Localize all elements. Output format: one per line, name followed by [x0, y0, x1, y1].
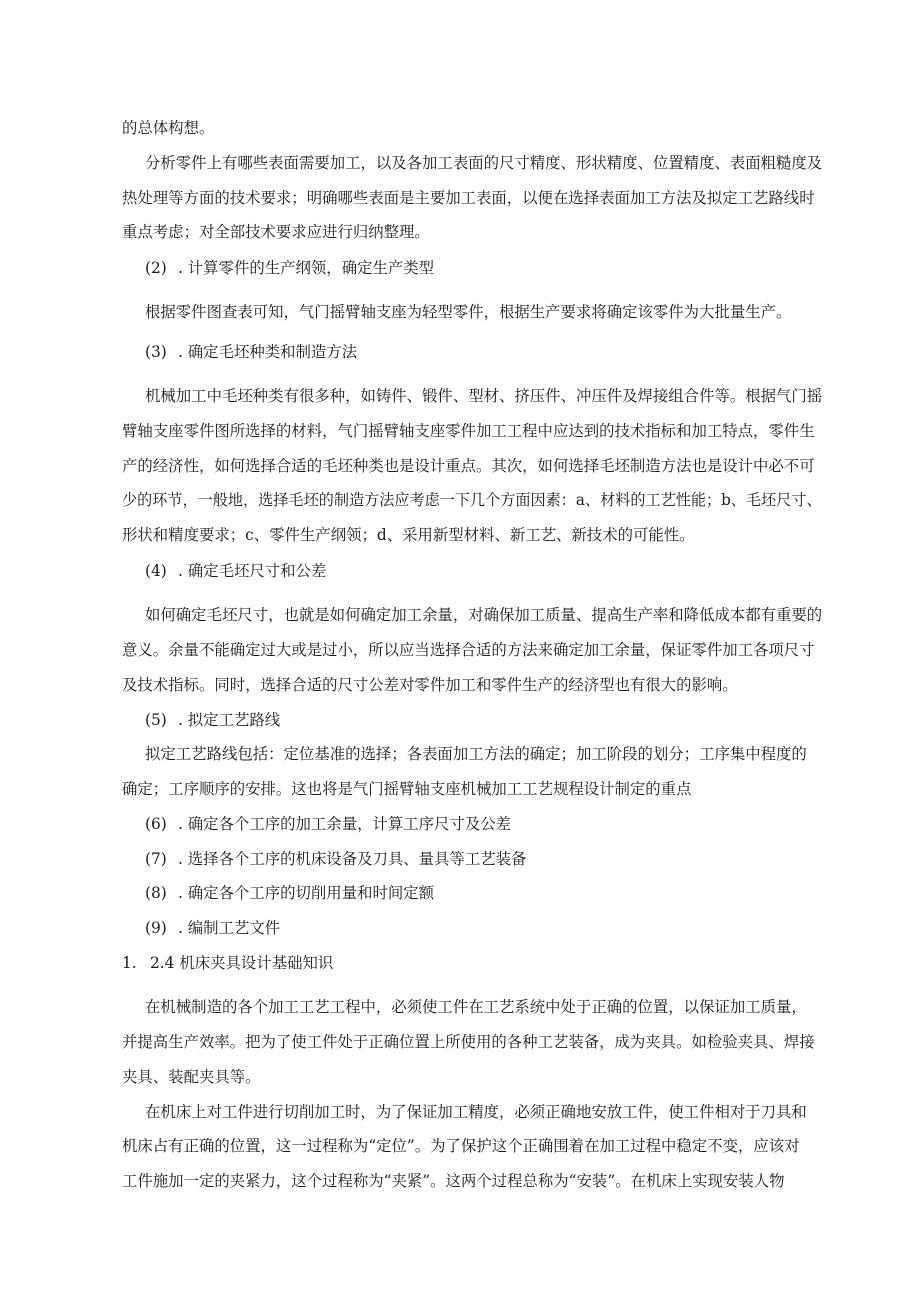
list-number: (2): [145, 259, 167, 277]
text-line: 臂轴支座零件图所选择的材料，气门摇臂轴支座零件加工工程中应达到的技术指标和加工特点，零件生: [122, 422, 815, 440]
text-line: 在机床上对工件进行切削加工时，为了保证加工精度，必须正确地安放工件，使工件相对于刀具和: [145, 1103, 807, 1121]
list-item-text: . 确定毛坯种类和制造方法: [178, 343, 358, 361]
text-line: 分析零件上有哪些表面需要加工，以及各加工表面的尺寸精度、形状精度、位置精度、表面粗糙度及: [145, 154, 823, 172]
list-item-text: . 确定毛坯尺寸和公差: [178, 562, 327, 580]
text-line: 在机械制造的各个加工工艺工程中，必须使工件在工艺系统中处于正确的位置，以保证加工质量，: [145, 998, 807, 1016]
list-number: (9): [145, 919, 167, 937]
list-number: (8): [145, 884, 167, 902]
text-line: 如何确定毛坯尺寸，也就是如何确定加工余量，对确保加工质量、提高生产率和降低成本都有重要的: [145, 606, 823, 624]
text-line: 根据零件图查表可知，气门摇臂轴支座为轻型零件，根据生产要求将确定该零件为大批量生产。: [145, 303, 792, 321]
section-number: 1.: [122, 954, 137, 972]
list-number: (3): [145, 343, 167, 361]
section-title: 2.4 机床夹具设计基础知识: [150, 954, 334, 972]
text-line: 热处理等方面的技术要求；明确哪些表面是主要加工表面，以便在选择表面加工方法及拟定工艺路线时: [122, 189, 815, 207]
text-line: 机械加工中毛坯种类有很多种，如铸件、锻件、型材、挤压件、冲压件及焊接组合件等。根据气门摇: [145, 387, 823, 405]
text-line: 夹具、装配夹具等。: [122, 1068, 261, 1086]
list-item-text: . 确定各个工序的加工余量，计算工序尺寸及公差: [178, 815, 511, 833]
list-item-text: . 计算零件的生产纲领，确定生产类型: [178, 259, 435, 277]
list-item-text: . 选择各个工序的机床设备及刀具、量具等工艺装备: [178, 850, 527, 868]
list-item-text: . 编制工艺文件: [178, 919, 281, 937]
text-line: 工件施加一定的夹紧力，这个过程称为“夹紧”。这两个过程总称为“安装”。在机床上实现安装人物: [122, 1172, 785, 1190]
text-line: 确定；工序顺序的安排。这也将是气门摇臂轴支座机械加工工艺规程设计制定的重点: [122, 780, 692, 798]
text-line: 产的经济性，如何选择合适的毛坯种类也是设计重点。其次，如何选择毛坯制造方法也是设计中必不可: [122, 457, 815, 475]
text-line: 少的环节，一般地，选择毛坯的制造方法应考虑一下几个方面因素：a、材料的工艺性能；b、毛坯尺寸、: [122, 491, 822, 509]
list-item-text: . 确定各个工序的切削用量和时间定额: [178, 884, 435, 902]
list-number: (7): [145, 850, 167, 868]
text-line: 的总体构想。: [122, 119, 215, 137]
text-line: 机床占有正确的位置，这一过程称为“定位”。为了保护这个正确围着在加工过程中稳定不变，应该对: [122, 1137, 800, 1155]
list-item-text: . 拟定工艺路线: [178, 711, 281, 729]
text-line: 及技术指标。同时，选择合适的尺寸公差对零件加工和零件生产的经济型也有很大的影响。: [122, 676, 738, 694]
text-line: 拟定工艺路线包括：定位基准的选择；各表面加工方法的确定；加工阶段的划分；工序集中程度的: [145, 745, 807, 763]
list-number: (5): [145, 711, 167, 729]
text-line: 意义。余量不能确定过大或是过小，所以应当选择合适的方法来确定加工余量，保证零件加工各项尺寸: [122, 641, 815, 659]
list-number: (6): [145, 815, 167, 833]
text-line: 重点考虑；对全部技术要求应进行归纳整理。: [122, 223, 430, 241]
text-line: 并提高生产效率。把为了使工件处于正确位置上所使用的各种工艺装备，成为夹具。如检验夹具、焊接: [122, 1033, 815, 1051]
text-line: 形状和精度要求；c、零件生产纲领；d、采用新型材料、新工艺、新技术的可能性。: [122, 526, 695, 544]
list-number: (4): [145, 562, 167, 580]
